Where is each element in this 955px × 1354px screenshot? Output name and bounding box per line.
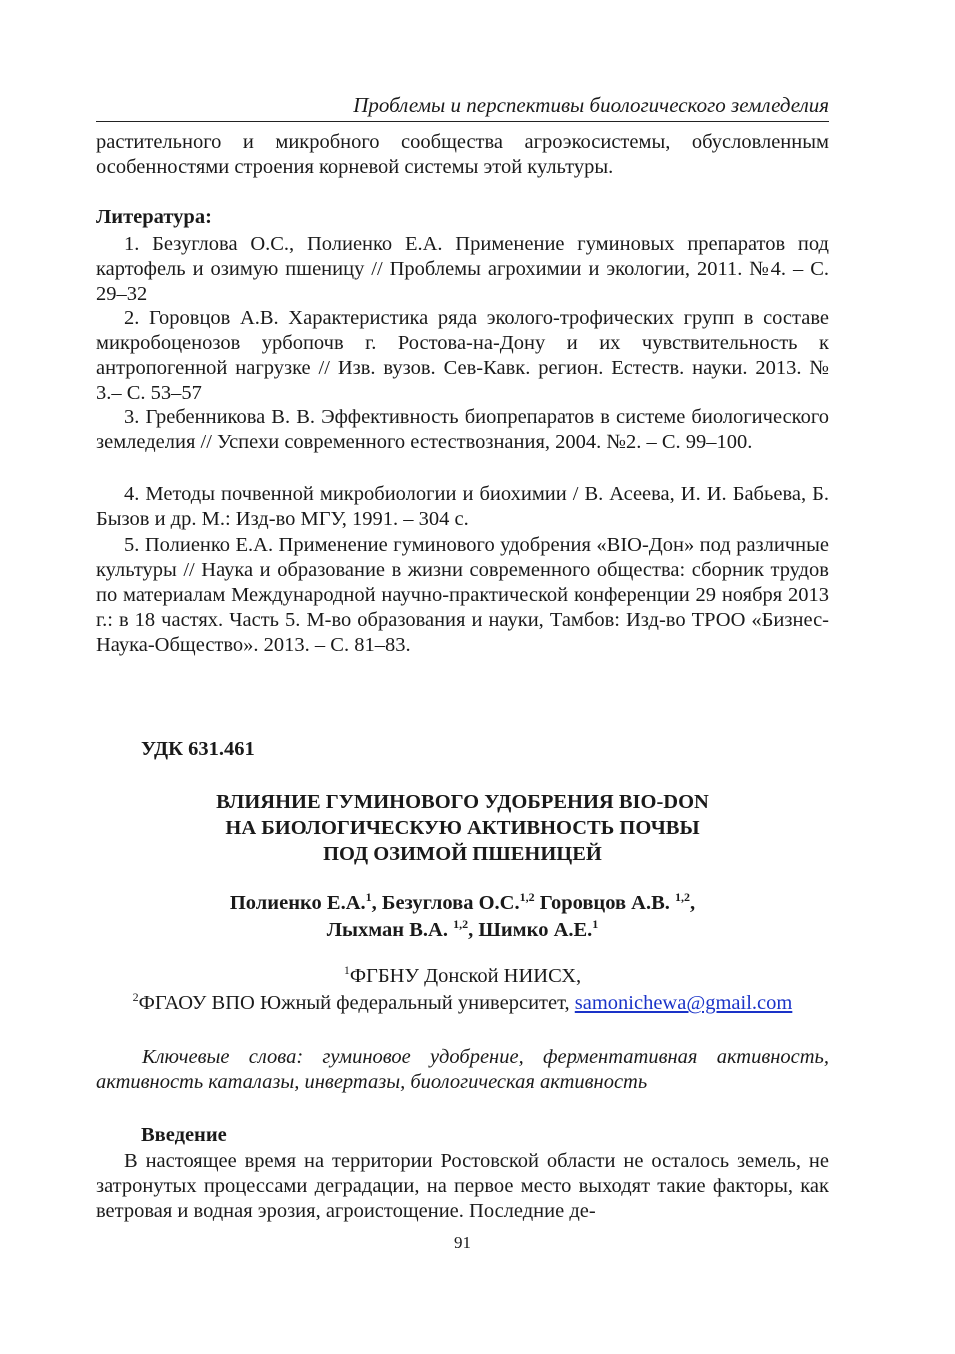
affiliation-mark: 1 — [343, 963, 350, 978]
email-link[interactable]: samonichewa@gmail.com — [574, 992, 793, 1014]
introduction-paragraph: В настоящее время на территории Ростовской области не осталось земель, не затронутых процессами деградации, на первое место выходят такие факторы, как ветровая и водная эрозия, агроистощение. Последние де- — [96, 1150, 829, 1222]
keywords: Ключевые слова: гуминовое удобрение, ферментативная активность, активность каталазы, инвертазы, биологическая активность — [96, 1046, 829, 1093]
title-line: ПОД ОЗИМОЙ ПШЕНИЦЕЙ — [323, 843, 602, 865]
page-number: 91 — [454, 1233, 471, 1252]
author-separator: , — [690, 892, 696, 914]
affiliations-block — [96, 963, 829, 1017]
author-affiliation-mark: 1,2 — [675, 890, 691, 905]
reference-item: 4. Методы почвенной микробиологии и биохимии / В. Асеева, И. И. Бабьева, Б. Бызов и др. М.: Изд-во МГУ, 1991. – 304 с. — [96, 483, 829, 530]
reference-item: 1. Безуглова О.С., Полиенко Е.А. Применение гуминовых препаратов под картофель и озимую пшеницу // Проблемы агрохимии и экологии, 2011. №4. – С. 29–32 — [96, 233, 829, 305]
continued-paragraph: растительного и микробного сообщества агроэкосистемы, обусловленным особенностями строения корневой системы этой культуры. — [96, 131, 829, 178]
reference-item: 5. Полиенко Е.А. Применение гуминового удобрения «BIO-Дон» под различные культуры // Наука и образование в жизни современного общества: сборник трудов по материалам Международной научно-практической конференции 29 ноября 2013 г.: в 18 частях. Часть 5. М-во образования и науки, Тамбов: Изд-во ТРОО «Бизнес-Наука-Общество». 2013. – С. 81–83. — [96, 534, 829, 656]
author-name: , Безуглова О.С. — [371, 892, 520, 914]
reference-item: 3. Гребенникова В. В. Эффективность биопрепаратов в системе биологического земледелия // Успехи современного естествознания, 2004. №2. – С. 99–100. — [96, 406, 829, 453]
title-line: ВЛИЯНИЕ ГУМИНОВОГО УДОБРЕНИЯ BIO-DON — [216, 791, 709, 813]
affiliation-line-2 — [96, 990, 829, 1017]
introduction-heading: Введение — [141, 1124, 227, 1146]
authors-block — [96, 890, 829, 944]
author-name: Горовцов А.В. — [534, 892, 676, 914]
affiliation-name: ФГБНУ Донской НИИСХ, — [349, 965, 582, 987]
title-line: НА БИОЛОГИЧЕСКУЮ АКТИВНОСТЬ ПОЧВЫ — [225, 817, 700, 839]
running-header: Проблемы и перспективы биологического земледелия — [353, 93, 829, 117]
authors-line-1 — [96, 890, 829, 917]
author-affiliation-mark: 1,2 — [453, 917, 469, 932]
affiliation-line-1 — [96, 963, 829, 990]
authors-line-2 — [96, 917, 829, 944]
reference-item: 2. Горовцов А.В. Характеристика ряда эколого-трофических групп в составе микробоценозов урбопочв г. Ростова-на-Дону и их чувствительность к антропогенной нагрузке // Изв. вузов. Сев-Кавк. регион. Естеств. науки. 2013. № 3.– С. 53–57 — [96, 307, 829, 404]
article-title — [96, 789, 829, 867]
author-affiliation-mark: 1 — [592, 917, 599, 932]
literature-heading: Литература: — [96, 206, 212, 228]
author-name: Полиенко Е.А. — [229, 892, 366, 914]
author-name: , Шимко А.Е. — [468, 919, 593, 941]
header-rule — [96, 121, 829, 122]
affiliation-name: ФГАОУ ВПО Южный федеральный университет, — [138, 992, 575, 1014]
author-affiliation-mark: 1,2 — [519, 890, 535, 905]
affiliation-mark: 2 — [132, 990, 139, 1005]
author-name: Лыхман В.А. — [326, 919, 454, 941]
author-affiliation-mark: 1 — [365, 890, 372, 905]
udk-code: УДК 631.461 — [141, 738, 255, 760]
